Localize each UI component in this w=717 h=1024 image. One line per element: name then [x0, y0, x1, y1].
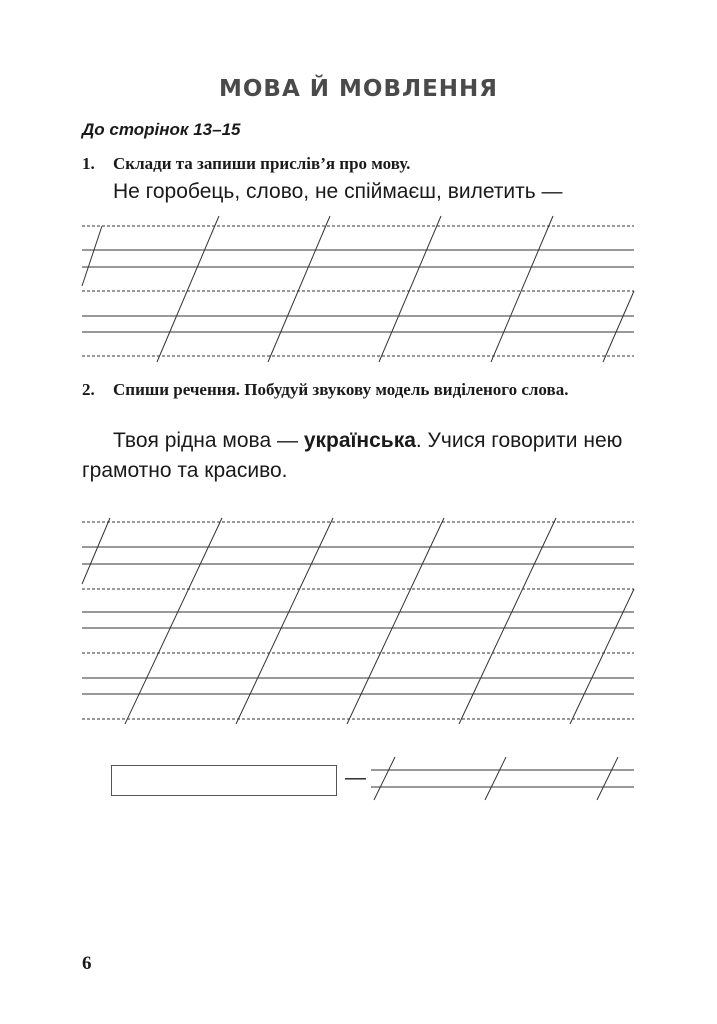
sentence-start: Твоя рідна мова — — [113, 429, 304, 452]
slant-line — [236, 518, 333, 724]
slant-line — [347, 518, 444, 724]
task-1-proverb: Не горобець, слово, не спіймаєш, вилетить — — [113, 180, 563, 203]
slant-line — [459, 518, 556, 724]
task-2-instruction-text: Спиши речення. Побудуй звукову модель виділеного слова. — [113, 380, 569, 399]
slant-line — [485, 757, 506, 800]
task-2-number: 2. — [82, 380, 95, 399]
pages-reference: До сторінок 13–15 — [82, 120, 241, 139]
slant-line — [570, 589, 634, 724]
slant-line — [597, 757, 618, 800]
em-dash: — — [345, 766, 366, 789]
slant-line — [268, 216, 330, 362]
slant-line — [379, 216, 441, 362]
slant-line — [157, 216, 219, 362]
slant-line — [374, 757, 395, 800]
sentence-end: . Учися говорити нею грамотно та красиво. — [82, 429, 623, 482]
highlighted-word: українська — [303, 429, 416, 452]
sound-model-box[interactable] — [111, 765, 337, 796]
page-title: МОВА Й МОВЛЕННЯ — [218, 76, 499, 102]
task-1-instruction-text: Склади та запиши прислів’я про мову. — [113, 154, 411, 173]
slant-line — [491, 216, 553, 362]
slant-line — [125, 518, 222, 724]
task-1-number: 1. — [82, 154, 95, 173]
slant-line — [82, 226, 102, 286]
slant-line — [603, 291, 634, 362]
slant-line — [82, 518, 110, 584]
page-number: 6 — [82, 953, 92, 974]
